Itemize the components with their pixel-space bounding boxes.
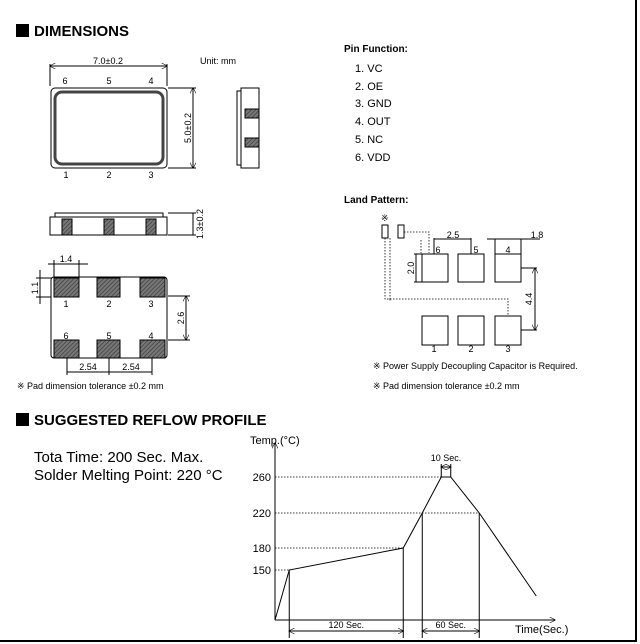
land-pitch-dim: 2.5 (446, 230, 460, 240)
annotation-label: 120 Sec. (328, 620, 365, 630)
y-tick-label: 180 (252, 543, 271, 555)
pin-label: 4 (148, 76, 154, 86)
pin-label: 2 (106, 299, 112, 309)
land-tolerance-note: ※ Pad dimension tolerance ±0.2 mm (373, 381, 520, 391)
pad-label: 1 (431, 344, 437, 354)
land-pattern-diagram (381, 213, 543, 354)
capacitor-mark: ※ (381, 213, 389, 223)
x-axis-label: Time(Sec.) (515, 624, 569, 636)
pad-label: 6 (435, 245, 441, 255)
list-item: 4. OUT (355, 116, 391, 128)
y-axis-label: Temp.(°C) (250, 435, 300, 447)
list-item: 1. VC (355, 63, 383, 75)
pin-label: 5 (106, 76, 112, 86)
melting-point: Solder Melting Point: 220 °C (34, 467, 223, 484)
section-marker (16, 413, 29, 426)
pin-label: 6 (63, 331, 69, 341)
pin-label: 3 (148, 170, 154, 180)
width-dim: 5.0±0.2 (183, 113, 193, 143)
pad-label: 4 (505, 245, 511, 255)
pin-label: 1 (63, 170, 69, 180)
reflow-chart (250, 435, 568, 638)
annotation-label: 60 Sec. (435, 620, 467, 630)
pad-width-dim: 1.4 (59, 254, 73, 264)
height-dim: 1.3±0.2 (195, 209, 205, 239)
length-dim: 7.0±0.2 (93, 56, 123, 66)
row-gap-dim: 2.6 (176, 311, 186, 325)
list-item: 6. VDD (355, 152, 391, 164)
reflow-title: SUGGESTED REFLOW PROFILE (34, 412, 267, 429)
annotation-label: 10 Sec. (430, 453, 462, 463)
list-item: 3. GND (355, 98, 392, 110)
pad-label: 5 (473, 245, 479, 255)
dimensions-title: DIMENSIONS (34, 23, 130, 40)
pin-label: 2 (106, 170, 112, 180)
bottom-view (30, 254, 190, 375)
front-view (50, 209, 205, 239)
land-row-gap-dim: 4.4 (524, 292, 534, 306)
decoupling-note: ※ Power Supply Decoupling Capacitor is Required. (373, 361, 578, 371)
y-tick-label: 150 (252, 565, 271, 577)
side-view (237, 88, 259, 168)
pin-label: 5 (106, 331, 112, 341)
land-pattern-title: Land Pattern: (344, 195, 409, 206)
list-item: 2. OE (355, 81, 384, 93)
pitch-dim: 2.54 (122, 362, 140, 372)
pad-label: 3 (505, 344, 511, 354)
pin-label: 1 (63, 299, 69, 309)
list-item: 5. NC (355, 134, 384, 146)
land-pad-height-dim: 2.0 (406, 261, 416, 275)
pad-label: 2 (468, 344, 474, 354)
pin-label: 4 (148, 331, 154, 341)
pin-function-title: Pin Function: (344, 44, 408, 55)
unit-label: Unit: mm (200, 56, 236, 66)
profile-line (275, 477, 536, 620)
pitch-dim: 2.54 (79, 362, 97, 372)
y-tick-label: 260 (252, 472, 271, 484)
pin-label: 6 (62, 76, 68, 86)
pad-height-dim: 1.1 (30, 281, 40, 295)
pin-label: 3 (148, 299, 154, 309)
section-marker (16, 24, 29, 37)
land-pad-width-dim: 1.8 (530, 230, 544, 240)
pad-tolerance-note: ※ Pad dimension tolerance ±0.2 mm (17, 381, 164, 391)
total-time: Tota Time: 200 Sec. Max. (34, 449, 204, 466)
pin-function-list (355, 63, 392, 164)
top-view (50, 56, 196, 180)
y-tick-label: 220 (252, 508, 271, 520)
